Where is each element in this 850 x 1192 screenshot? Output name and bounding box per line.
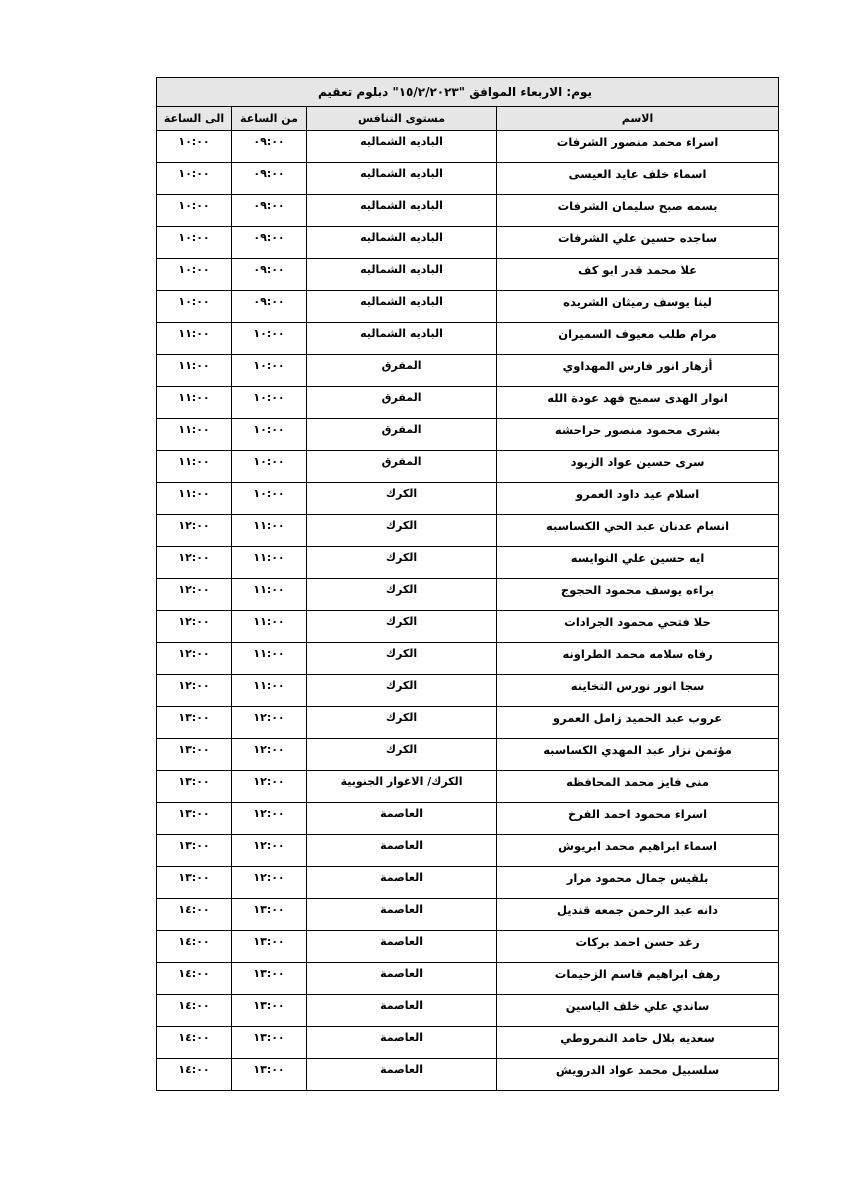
to-time-cell: ١٢:٠٠ — [157, 547, 232, 579]
name-cell: اسلام عيد داود العمرو — [497, 483, 779, 515]
name-cell: سجا انور نورس التخاينه — [497, 675, 779, 707]
table-row — [157, 931, 779, 963]
from-time-cell: ٠٩:٠٠ — [232, 227, 307, 259]
name-cell: ايه حسين علي النوايسه — [497, 547, 779, 579]
from-time-cell: ٠٩:٠٠ — [232, 259, 307, 291]
name-cell: بشرى محمود منصور حراحشه — [497, 419, 779, 451]
to-time-cell: ١٢:٠٠ — [157, 515, 232, 547]
title-row — [157, 78, 779, 107]
table-row — [157, 643, 779, 675]
table-row — [157, 675, 779, 707]
table-row — [157, 771, 779, 803]
to-time-cell: ١٣:٠٠ — [157, 739, 232, 771]
level-cell: العاصمة — [307, 1059, 497, 1091]
to-time-cell: ١٢:٠٠ — [157, 611, 232, 643]
level-cell: الكرك — [307, 547, 497, 579]
name-cell: اسراء محمد منصور الشرفات — [497, 131, 779, 163]
level-cell: الباديه الشماليه — [307, 291, 497, 323]
header-name: الاسم — [497, 107, 779, 131]
to-time-cell: ١٢:٠٠ — [157, 675, 232, 707]
name-cell: براءه يوسف محمود الحجوج — [497, 579, 779, 611]
name-cell: ساندي علي خلف الياسين — [497, 995, 779, 1027]
table-row — [157, 483, 779, 515]
name-cell: ساجده حسين علي الشرفات — [497, 227, 779, 259]
to-time-cell: ١٠:٠٠ — [157, 259, 232, 291]
name-cell: رفاه سلامه محمد الطراونه — [497, 643, 779, 675]
level-cell: الكرك — [307, 611, 497, 643]
schedule-table — [156, 77, 779, 1091]
from-time-cell: ١٣:٠٠ — [232, 899, 307, 931]
name-cell: منى فايز محمد المحافظه — [497, 771, 779, 803]
from-time-cell: ١٢:٠٠ — [232, 803, 307, 835]
to-time-cell: ١٢:٠٠ — [157, 579, 232, 611]
level-cell: المفرق — [307, 451, 497, 483]
table-row — [157, 611, 779, 643]
table-row — [157, 899, 779, 931]
level-cell: الباديه الشماليه — [307, 195, 497, 227]
from-time-cell: ١٢:٠٠ — [232, 867, 307, 899]
name-cell: أزهار انور فارس المهداوي — [497, 355, 779, 387]
to-time-cell: ١٣:٠٠ — [157, 835, 232, 867]
level-cell: الباديه الشماليه — [307, 323, 497, 355]
table-row — [157, 451, 779, 483]
name-cell: لينا يوسف رميثان الشريده — [497, 291, 779, 323]
to-time-cell: ١٠:٠٠ — [157, 291, 232, 323]
from-time-cell: ١٠:٠٠ — [232, 451, 307, 483]
table-row — [157, 547, 779, 579]
to-time-cell: ١٣:٠٠ — [157, 867, 232, 899]
name-cell: مؤتمن نزار عبد المهدي الكساسبه — [497, 739, 779, 771]
from-time-cell: ١٣:٠٠ — [232, 1059, 307, 1091]
from-time-cell: ١٣:٠٠ — [232, 995, 307, 1027]
level-cell: الكرك — [307, 675, 497, 707]
table-row — [157, 1059, 779, 1091]
to-time-cell: ١٣:٠٠ — [157, 803, 232, 835]
name-cell: مرام طلب معيوف السميران — [497, 323, 779, 355]
from-time-cell: ١٠:٠٠ — [232, 419, 307, 451]
from-time-cell: ٠٩:٠٠ — [232, 163, 307, 195]
level-cell: الكرك/ الاغوار الجنوبية — [307, 771, 497, 803]
table-row — [157, 291, 779, 323]
name-cell: حلا فتحي محمود الجرادات — [497, 611, 779, 643]
from-time-cell: ١٢:٠٠ — [232, 707, 307, 739]
name-cell: رغد حسن احمد بركات — [497, 931, 779, 963]
header-to-time: الى الساعة — [157, 107, 232, 131]
table-row — [157, 227, 779, 259]
table-row — [157, 259, 779, 291]
to-time-cell: ١٣:٠٠ — [157, 771, 232, 803]
level-cell: العاصمة — [307, 835, 497, 867]
to-time-cell: ١٤:٠٠ — [157, 899, 232, 931]
level-cell: العاصمة — [307, 1027, 497, 1059]
to-time-cell: ١٤:٠٠ — [157, 995, 232, 1027]
table-row — [157, 163, 779, 195]
to-time-cell: ١١:٠٠ — [157, 419, 232, 451]
name-cell: رهف ابراهيم قاسم الزحيمات — [497, 963, 779, 995]
to-time-cell: ١١:٠٠ — [157, 323, 232, 355]
level-cell: الكرك — [307, 739, 497, 771]
to-time-cell: ١٠:٠٠ — [157, 195, 232, 227]
to-time-cell: ١٠:٠٠ — [157, 163, 232, 195]
level-cell: العاصمة — [307, 963, 497, 995]
table-row — [157, 579, 779, 611]
table-row — [157, 195, 779, 227]
level-cell: العاصمة — [307, 867, 497, 899]
level-cell: الباديه الشماليه — [307, 259, 497, 291]
name-cell: دانه عبد الرحمن جمعه قنديل — [497, 899, 779, 931]
table-row — [157, 515, 779, 547]
to-time-cell: ١٢:٠٠ — [157, 643, 232, 675]
from-time-cell: ١٠:٠٠ — [232, 323, 307, 355]
level-cell: الباديه الشماليه — [307, 131, 497, 163]
name-cell: بسمه صبح سليمان الشرفات — [497, 195, 779, 227]
from-time-cell: ٠٩:٠٠ — [232, 291, 307, 323]
to-time-cell: ١٣:٠٠ — [157, 707, 232, 739]
level-cell: المفرق — [307, 355, 497, 387]
from-time-cell: ١٢:٠٠ — [232, 739, 307, 771]
table-row — [157, 387, 779, 419]
to-time-cell: ١٤:٠٠ — [157, 1059, 232, 1091]
name-cell: بلقيس جمال محمود مرار — [497, 867, 779, 899]
level-cell: المفرق — [307, 387, 497, 419]
from-time-cell: ١١:٠٠ — [232, 675, 307, 707]
to-time-cell: ١١:٠٠ — [157, 387, 232, 419]
name-cell: اسماء ابراهيم محمد ابريوش — [497, 835, 779, 867]
level-cell: الكرك — [307, 707, 497, 739]
level-cell: الكرك — [307, 579, 497, 611]
from-time-cell: ١٠:٠٠ — [232, 387, 307, 419]
table-body — [157, 131, 779, 1091]
name-cell: اسماء خلف عايد العيسى — [497, 163, 779, 195]
table-row — [157, 803, 779, 835]
table-row — [157, 963, 779, 995]
name-cell: انوار الهدى سميح فهد عودة الله — [497, 387, 779, 419]
from-time-cell: ١٢:٠٠ — [232, 771, 307, 803]
table-row — [157, 131, 779, 163]
table-row — [157, 323, 779, 355]
table-row — [157, 707, 779, 739]
from-time-cell: ١٠:٠٠ — [232, 483, 307, 515]
level-cell: المفرق — [307, 419, 497, 451]
from-time-cell: ١٣:٠٠ — [232, 963, 307, 995]
level-cell: العاصمة — [307, 931, 497, 963]
level-cell: الكرك — [307, 515, 497, 547]
name-cell: سرى حسين عواد الزيود — [497, 451, 779, 483]
from-time-cell: ١١:٠٠ — [232, 643, 307, 675]
table-title: يوم: الاربعاء الموافق "١٥/٢/٢٠٢٣" دبلوم تعقيم — [157, 78, 779, 107]
from-time-cell: ١١:٠٠ — [232, 515, 307, 547]
table-row — [157, 1027, 779, 1059]
table-row — [157, 995, 779, 1027]
to-time-cell: ١٤:٠٠ — [157, 1027, 232, 1059]
name-cell: انسام عدنان عبد الحي الكساسبه — [497, 515, 779, 547]
header-level: مستوى التنافس — [307, 107, 497, 131]
from-time-cell: ١١:٠٠ — [232, 579, 307, 611]
level-cell: العاصمة — [307, 899, 497, 931]
from-time-cell: ١٢:٠٠ — [232, 835, 307, 867]
table-row — [157, 835, 779, 867]
to-time-cell: ١٤:٠٠ — [157, 931, 232, 963]
from-time-cell: ٠٩:٠٠ — [232, 131, 307, 163]
from-time-cell: ٠٩:٠٠ — [232, 195, 307, 227]
table-row — [157, 419, 779, 451]
to-time-cell: ١١:٠٠ — [157, 451, 232, 483]
from-time-cell: ١٠:٠٠ — [232, 355, 307, 387]
from-time-cell: ١١:٠٠ — [232, 547, 307, 579]
from-time-cell: ١١:٠٠ — [232, 611, 307, 643]
level-cell: الكرك — [307, 483, 497, 515]
name-cell: علا محمد قدر ابو كف — [497, 259, 779, 291]
to-time-cell: ١٠:٠٠ — [157, 131, 232, 163]
from-time-cell: ١٣:٠٠ — [232, 931, 307, 963]
level-cell: الباديه الشماليه — [307, 163, 497, 195]
level-cell: العاصمة — [307, 995, 497, 1027]
header-row — [157, 107, 779, 131]
name-cell: اسراء محمود احمد الفرخ — [497, 803, 779, 835]
to-time-cell: ١١:٠٠ — [157, 355, 232, 387]
name-cell: عروب عبد الحميد زامل العمرو — [497, 707, 779, 739]
name-cell: سعديه بلال حامد النمروطي — [497, 1027, 779, 1059]
name-cell: سلسبيل محمد عواد الدرويش — [497, 1059, 779, 1091]
from-time-cell: ١٣:٠٠ — [232, 1027, 307, 1059]
table-row — [157, 739, 779, 771]
to-time-cell: ١١:٠٠ — [157, 483, 232, 515]
table-row — [157, 867, 779, 899]
table-row — [157, 355, 779, 387]
level-cell: الباديه الشماليه — [307, 227, 497, 259]
header-from-time: من الساعة — [232, 107, 307, 131]
level-cell: الكرك — [307, 643, 497, 675]
to-time-cell: ١٠:٠٠ — [157, 227, 232, 259]
level-cell: العاصمة — [307, 803, 497, 835]
to-time-cell: ١٤:٠٠ — [157, 963, 232, 995]
